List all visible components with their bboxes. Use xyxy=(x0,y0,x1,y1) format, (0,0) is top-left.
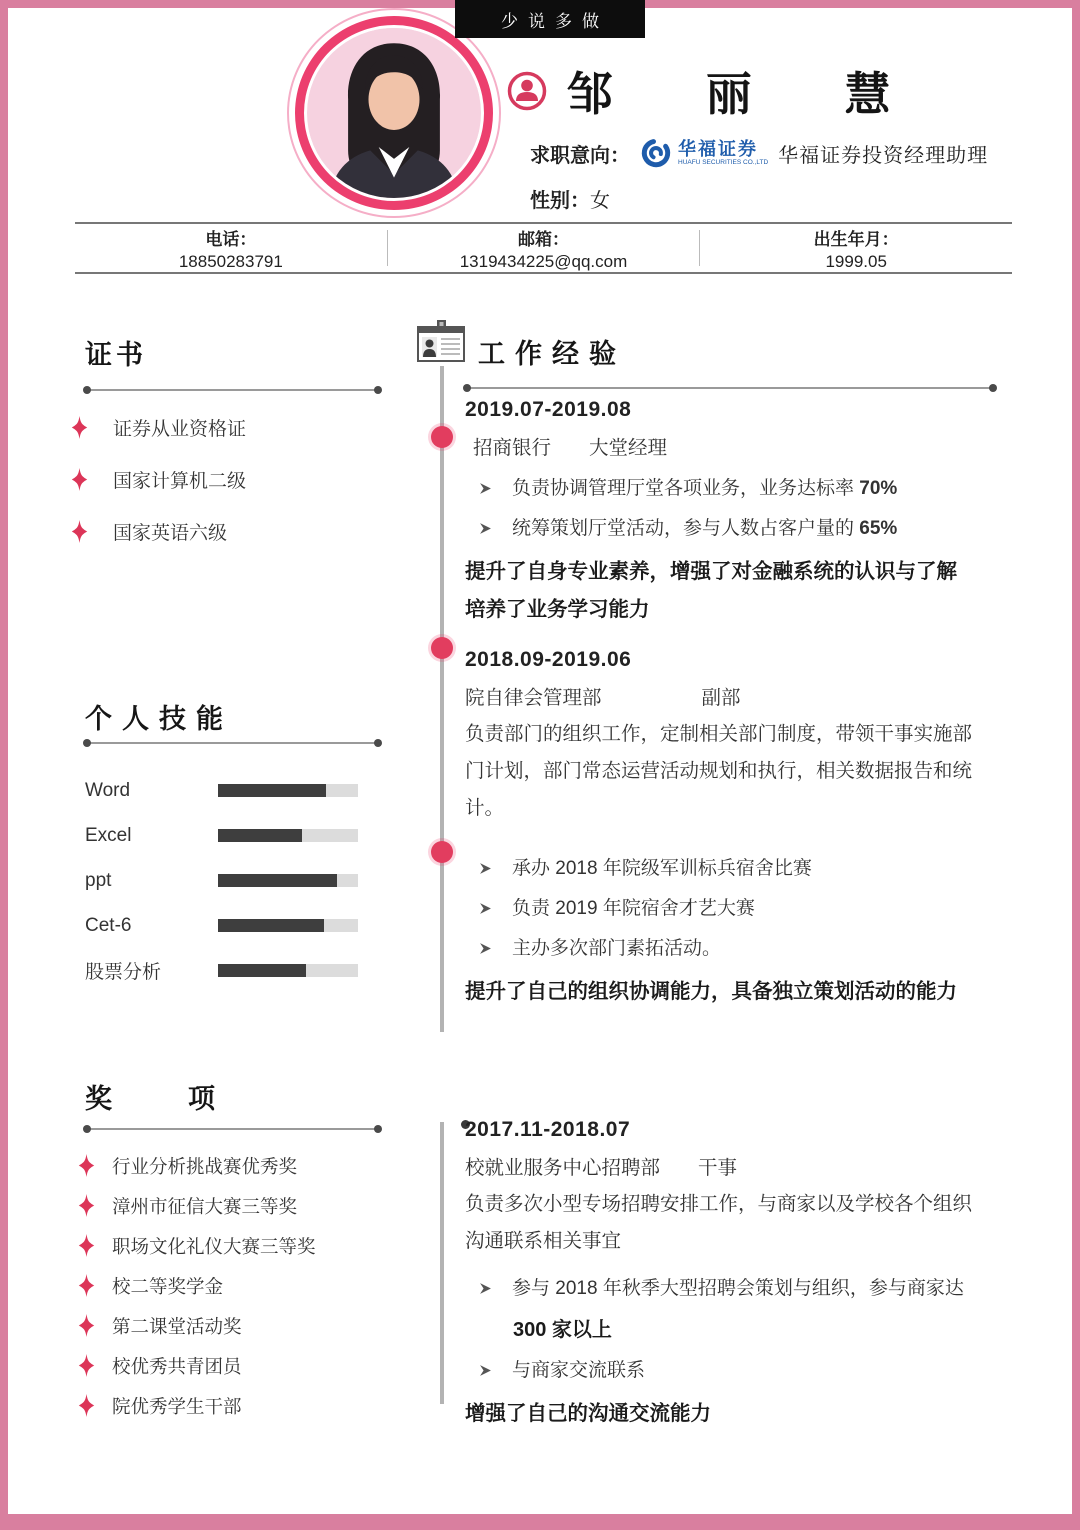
skill-row xyxy=(85,779,358,802)
skill-bar-track xyxy=(218,784,358,797)
bullet-text: 与商家交流联系 xyxy=(512,1360,646,1381)
experience-period: 2018.09-2019.06 xyxy=(465,648,632,671)
bullet-text: 负责协调管理厅堂各项业务，业务达标率 70% xyxy=(512,478,898,499)
section-rule xyxy=(85,1128,380,1130)
experience-bullets xyxy=(465,473,1010,540)
experience-org: 院自律会管理部 xyxy=(465,687,602,709)
contact-birth xyxy=(700,224,1012,272)
skill-bar-fill xyxy=(218,829,302,842)
certificate-item xyxy=(68,414,246,441)
timeline-line xyxy=(440,366,444,1032)
experience-role: 干事 xyxy=(698,1157,738,1179)
award-item xyxy=(75,1272,316,1299)
motto-banner xyxy=(455,0,645,38)
bullet-bold-text: 65% xyxy=(859,518,898,539)
logo-cn-text: 华福证券 xyxy=(678,138,758,159)
experience-desc: 负责多次小型专场招聘安排工作，与商家以及学校各个组织沟通联系相关事宜 xyxy=(465,1193,973,1252)
bullet-text: 主办多次部门素拓活动。 xyxy=(512,938,722,959)
experience-entry xyxy=(465,648,1010,1011)
experience-period: 2019.07-2019.08 xyxy=(465,398,632,421)
job-intention-value: 华福证券投资经理助理 xyxy=(778,144,989,167)
certificate-item xyxy=(68,466,246,493)
experience-org-row xyxy=(473,432,1010,460)
arrow-bullet-icon xyxy=(479,479,492,501)
award-item xyxy=(75,1192,316,1219)
job-intention-row xyxy=(530,130,988,176)
star-icon xyxy=(68,416,91,439)
bullet-item xyxy=(465,893,1010,920)
contact-phone xyxy=(75,224,387,272)
arrow-bullet-icon xyxy=(479,1279,492,1301)
skill-name: Excel xyxy=(85,824,132,846)
gender-label: 性别： xyxy=(530,190,590,212)
experience-summary: 提升了自己的组织协调能力，具备独立策划活动的能力 xyxy=(465,980,957,1003)
phone-value: 18850283791 xyxy=(178,251,283,271)
huafu-logo-icon xyxy=(638,135,674,171)
birth-value: 1999.05 xyxy=(825,251,887,271)
skill-bar-track xyxy=(218,829,358,842)
certificate-item-label: 证券从业资格证 xyxy=(113,419,247,440)
certificate-item-label: 国家英语六级 xyxy=(113,523,228,544)
certificates-list xyxy=(68,414,246,545)
skill-row xyxy=(85,914,358,937)
id-badge-icon xyxy=(417,320,465,366)
logo-en-text: HUAFU SECURITIES CO.,LTD xyxy=(678,158,769,166)
star-icon xyxy=(75,1354,98,1377)
skill-bar-track xyxy=(218,964,358,977)
skill-bar-fill xyxy=(218,964,306,977)
experience-role: 大堂经理 xyxy=(589,437,668,459)
bullet-item xyxy=(465,933,1010,960)
gender-row xyxy=(530,184,610,213)
contact-email xyxy=(388,224,700,272)
experience-entry xyxy=(465,1118,1010,1433)
avatar-photo xyxy=(307,28,481,198)
skill-bar-track xyxy=(218,919,358,932)
experience-org: 招商银行 xyxy=(473,437,552,459)
experience-summary: 增强了自己的沟通交流能力 xyxy=(465,1402,711,1425)
timeline-dot xyxy=(431,841,453,863)
section-rule xyxy=(465,387,995,389)
skills-list xyxy=(85,779,358,982)
skill-name: Cet-6 xyxy=(85,914,132,936)
person-circle-icon xyxy=(507,71,547,111)
huafu-logo xyxy=(638,135,768,171)
skill-bar-fill xyxy=(218,919,324,932)
skill-name: ppt xyxy=(85,869,112,891)
award-item xyxy=(75,1312,316,1339)
award-item-label: 漳州市征信大赛三等奖 xyxy=(112,1195,298,1217)
award-item-label: 校优秀共青团员 xyxy=(112,1355,242,1377)
bullet-item xyxy=(465,853,1010,880)
experience-org-row xyxy=(465,1152,1010,1180)
profile-photo xyxy=(307,28,481,198)
experience-title: 工作经验 xyxy=(478,339,626,369)
certificates-title: 证书 xyxy=(85,340,147,370)
skill-name: Word xyxy=(85,779,131,801)
arrow-bullet-icon xyxy=(479,899,492,921)
bullet-item xyxy=(465,1273,1010,1300)
experience-org-row xyxy=(465,682,1010,710)
frame-border-bottom xyxy=(0,1514,1080,1530)
gender-value: 女 xyxy=(590,190,610,212)
timeline-dot xyxy=(431,426,453,448)
star-icon xyxy=(75,1234,98,1257)
bullet-text: 参与 2018 年秋季大型招聘会策划与组织，参与商家达 xyxy=(512,1278,964,1299)
birth-label: 出生年月： xyxy=(813,229,899,249)
experience-summary: 提升了自身专业素养，增强了对金融系统的认识与了解培养了业务学习能力 xyxy=(465,560,957,621)
star-icon xyxy=(75,1394,98,1417)
email-value: 1319434225@qq.com xyxy=(459,251,628,271)
experience-role: 副部 xyxy=(701,687,741,709)
email-label: 邮箱： xyxy=(518,229,569,249)
skill-bar-fill xyxy=(218,784,326,797)
arrow-bullet-icon xyxy=(479,939,492,961)
bullet-item xyxy=(465,1355,1010,1382)
bullet-bold-text: 70% xyxy=(859,478,898,499)
certificate-item xyxy=(68,518,246,545)
profile-photo-frame xyxy=(287,8,501,218)
timeline-dot xyxy=(431,637,453,659)
star-icon xyxy=(68,520,91,543)
profile-photo-ring xyxy=(295,16,493,210)
timeline-line xyxy=(440,1122,444,1404)
arrow-bullet-icon xyxy=(479,1361,492,1383)
award-item xyxy=(75,1152,316,1179)
star-icon xyxy=(75,1194,98,1217)
frame-border-left xyxy=(0,0,8,1530)
awards-title: 奖项 xyxy=(85,1084,291,1114)
award-item-label: 行业分析挑战赛优秀奖 xyxy=(112,1155,298,1177)
bullet-text: 统筹策划厅堂活动，参与人数占客户量的 65% xyxy=(512,518,898,539)
award-item-label: 院优秀学生干部 xyxy=(112,1395,242,1417)
star-icon xyxy=(75,1154,98,1177)
experience-org: 校就业服务中心招聘部 xyxy=(465,1157,661,1179)
award-item xyxy=(75,1232,316,1259)
skill-row xyxy=(85,959,358,982)
bullet-item xyxy=(465,473,1010,500)
bullet-text: 负责 2019 年院宿舍才艺大赛 xyxy=(512,898,755,919)
skill-bar-fill xyxy=(218,874,337,887)
skills-title: 个人技能 xyxy=(85,704,233,734)
arrow-bullet-icon xyxy=(479,859,492,881)
contact-bar xyxy=(75,222,1012,274)
experience-bullets xyxy=(465,853,1010,960)
bullet-item xyxy=(465,513,1010,540)
motto-text: 少说多做 xyxy=(501,11,609,31)
skill-bar-track xyxy=(218,874,358,887)
award-item xyxy=(75,1392,316,1419)
star-icon xyxy=(75,1274,98,1297)
award-item-label: 职场文化礼仪大赛三等奖 xyxy=(112,1235,316,1257)
award-item xyxy=(75,1352,316,1379)
phone-label: 电话： xyxy=(205,229,257,249)
skill-row xyxy=(85,824,358,847)
job-intention-label: 求职意向： xyxy=(530,144,630,167)
huafu-logo-text xyxy=(678,140,768,167)
bullet-bold-continuation: 300 家以上 xyxy=(513,1319,612,1341)
skill-row xyxy=(85,869,358,892)
star-icon xyxy=(75,1314,98,1337)
bullet-text: 承办 2018 年院级军训标兵宿舍比赛 xyxy=(512,858,812,879)
candidate-name: 邹 丽 慧 xyxy=(567,68,931,120)
skill-name: 股票分析 xyxy=(85,962,162,983)
experience-bullets xyxy=(465,1273,1010,1382)
section-rule xyxy=(85,389,380,391)
experience-desc: 负责部门的组织工作，定制相关部门制度，带领干事实施部门计划，部门常态运营活动规划和执行，相关数据报告和统计。 xyxy=(465,723,973,819)
experience-period: 2017.11-2018.07 xyxy=(465,1118,631,1141)
certificate-item-label: 国家计算机二级 xyxy=(113,471,247,492)
award-item-label: 第二课堂活动奖 xyxy=(112,1315,242,1337)
awards-list xyxy=(75,1152,316,1419)
star-icon xyxy=(68,468,91,491)
award-item-label: 校二等奖学金 xyxy=(112,1275,224,1297)
section-rule xyxy=(85,742,380,744)
arrow-bullet-icon xyxy=(479,519,492,541)
frame-border-right xyxy=(1072,0,1080,1530)
experience-entry xyxy=(465,398,1010,629)
